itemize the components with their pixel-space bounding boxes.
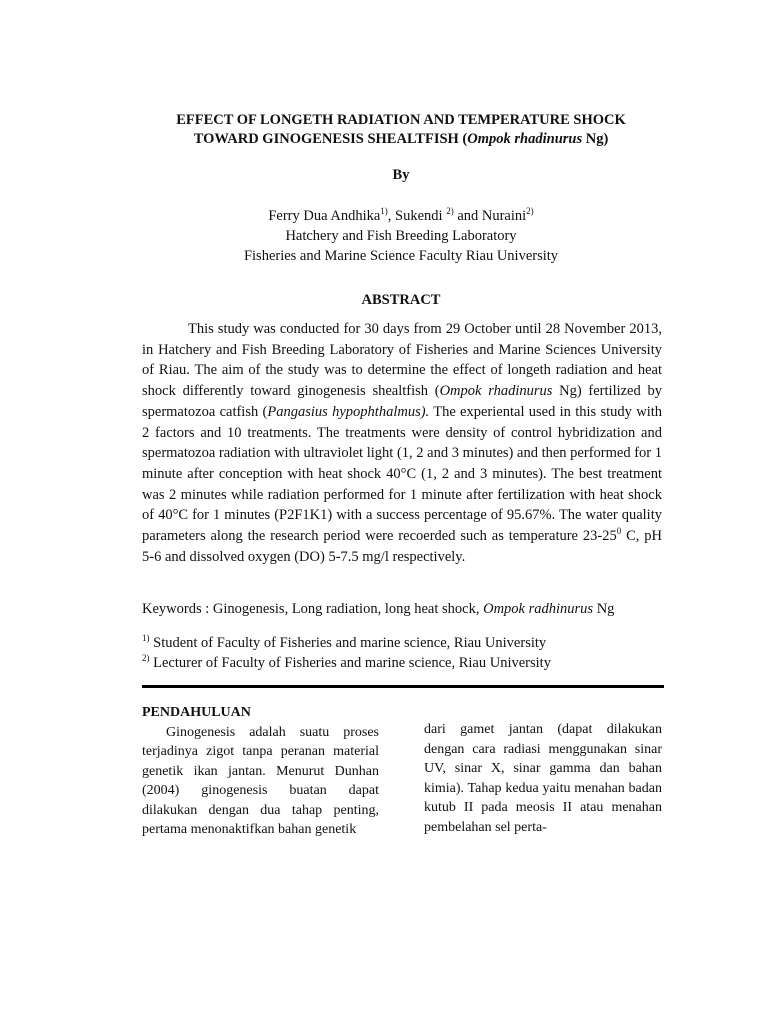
abstract-species-1: Ompok rhadinurus — [439, 383, 553, 400]
author-2-mark: 2) — [446, 206, 454, 217]
intro-left-text: Ginogenesis adalah suatu proses terjadinya zigot tanpa peranan material genetik ikan jantan. Menurut Dunhan (2004) ginogenesis buatan dapat dilakukan dengan dua tahap penting, pertama menonaktifkan bahan genetik — [142, 724, 379, 837]
title-species: Ompok rhadinurus — [467, 131, 583, 147]
author-3: and Nuraini — [453, 208, 527, 224]
abstract-degree-sup: 0 — [616, 526, 622, 537]
footnote-2-mark: 2) — [142, 652, 150, 663]
abstract-text-3: The experiental used in this study with 2 factors and 10 treatments. The treatments were density of control hybridization and spermatozoa radiation with ultraviolet light (1, 2 and 3 minutes) and then performed for 1 minute after conception with heat shock 40°C (1, 2 and 3 minutes). The best treatment was 2 minutes while radiation performed for 1 minute after fertilization with heat shock of 40°C for 1 minutes (P2F1K1) with a success percentage of 95.67%. The water quality parameters along the research period were recoerded such as temperature 23-25 — [142, 403, 663, 545]
author-3-mark: 2) — [526, 206, 534, 217]
author-2: , Sukendi — [387, 208, 447, 224]
footnotes — [142, 634, 682, 673]
title-line-1: EFFECT OF LONGETH RADIATION AND TEMPERATURE SHOCK — [176, 112, 626, 128]
abstract-text-2: Ng) fertilized by spermatozoa catfish ( — [142, 383, 662, 420]
keywords-tail: Ng — [593, 601, 615, 617]
intro-right-column — [424, 720, 662, 837]
abstract-species-2: Pangasius hypophthalmus). — [267, 403, 430, 420]
intro-heading: PENDAHULUAN — [142, 705, 251, 720]
abstract-text-1: This study was conducted for 30 days from 29 October until 28 November 2013, in Hatchery and Fish Breeding Laboratory of Fisheries and Marine Sciences University of Riau. The aim of the study was to determine the effect of longeth radiation and heat shock differently toward ginogenesis shealtfish ( — [142, 321, 662, 400]
footnote-1-mark: 1) — [142, 633, 150, 644]
intro-right-text: dari gamet jantan (dapat dilakukan dengan cara radiasi menggunakan sinar UV, sinar X, sinar gamma dan bahan kimia). Tahap kedua yaitu menahan badan kutub II pada meosis II atau menahan pembelahan sel perta- — [424, 722, 662, 835]
footnote-2-text: Lecturer of Faculty of Fisheries and marine science, Riau University — [149, 654, 551, 671]
keywords-line — [142, 600, 682, 618]
author-names — [100, 206, 702, 226]
footnote-1-text: Student of Faculty of Fisheries and marine science, Riau University — [149, 635, 547, 651]
section-divider — [142, 685, 664, 688]
keywords-species: Ompok radhinurus — [483, 601, 594, 617]
paper-title — [100, 111, 702, 149]
keywords-text: Keywords : Ginogenesis, Long radiation, long heat shock, — [142, 601, 484, 617]
by-label: By — [392, 167, 410, 183]
footnote-2 — [142, 654, 682, 674]
author-1: Ferry Dua Andhika — [268, 208, 381, 224]
abstract-heading: ABSTRACT — [361, 292, 441, 308]
abstract-text — [142, 319, 662, 567]
footnote-1 — [142, 634, 682, 654]
title-line-2 — [100, 130, 702, 149]
affiliation-faculty: Fisheries and Marine Science Faculty Riau University — [243, 248, 559, 264]
author-1-mark: 1) — [380, 206, 388, 217]
author-block — [100, 206, 702, 266]
intro-left-column — [142, 703, 379, 840]
title-line-2-text: TOWARD GINOGENESIS SHEALTFISH ( — [193, 131, 468, 147]
abstract-text-4: C, pH 5-6 and dissolved oxygen (DO) 5-7.5 mg/l respectively. — [142, 528, 662, 565]
title-line-2-tail: Ng) — [582, 131, 609, 147]
affiliation-lab: Hatchery and Fish Breeding Laboratory — [285, 228, 517, 244]
